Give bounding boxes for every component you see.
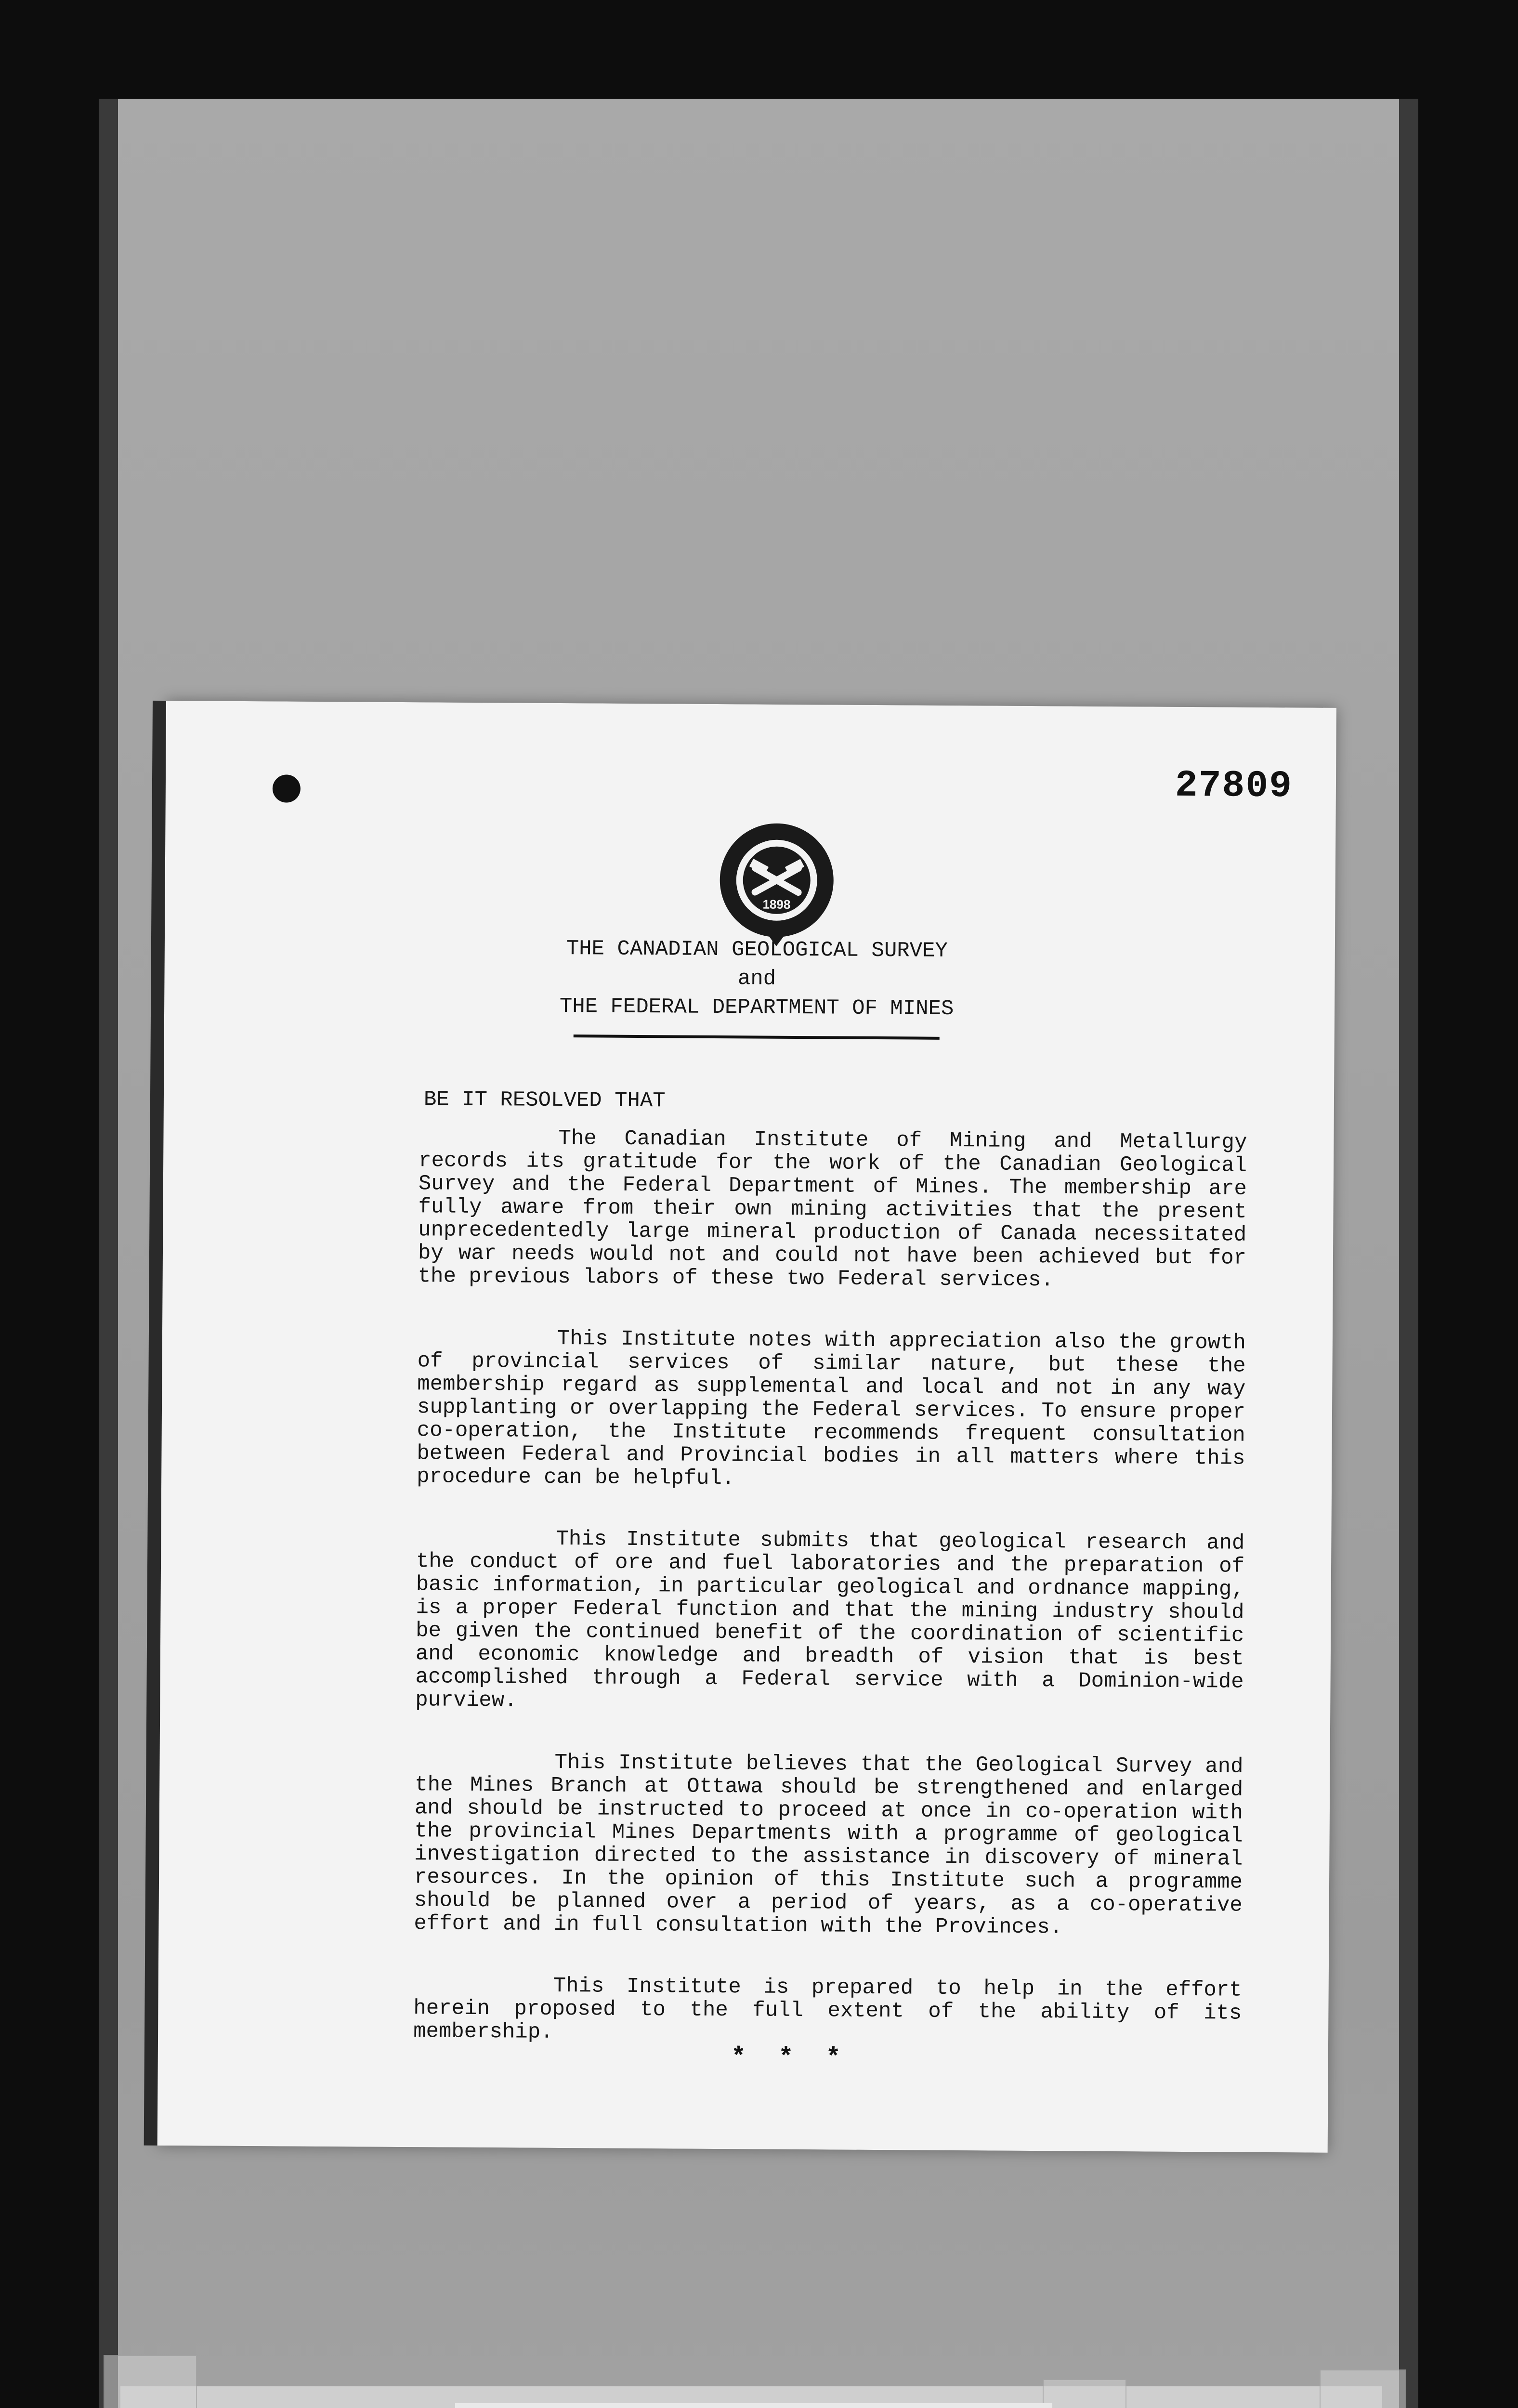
frame-edge-left: [99, 99, 118, 2408]
heading-rule: [574, 1034, 940, 1040]
document-heading: [395, 933, 1118, 1041]
paragraph-3: This Institute submits that geological research and the conduct of ore and fuel laboratories and the preparation of basic information, in particular geological and ordnance mapping, is a proper Federal function and that the mining industry should be given the continued benefit of the coordination of scientific and economic knowledge and breadth of vision that is best accomplished through a Federal service with a Dominion-wide purview.: [415, 1527, 1245, 1713]
heading-line-3: THE FEDERAL DEPARTMENT OF MINES: [559, 995, 954, 1021]
document-sheet: [157, 701, 1336, 2153]
paragraph-5: This Institute is prepared to help in the effort herein proposed to the full extent of the ability of its membership.: [413, 1974, 1242, 2044]
paragraph-1: The Canadian Institute of Mining and Metallurgy records its gratitude for the work of the Canadian Geological Survey and the Federal Department of Mines. The membership are fully aware from their own mining activities that the present unprecedentedly large mineral production of Canada necessitated by war needs would not and could not have been achieved but for the previous labors of these two Federal services.: [418, 1126, 1247, 1293]
seal-year: 1898: [762, 897, 791, 912]
frame-edge-right: [1399, 99, 1418, 2408]
institute-seal-icon: [716, 820, 838, 951]
collection-label: [455, 2403, 1052, 2408]
paragraph-4: This Institute believes that the Geological Survey and the Mines Branch at Ottawa should be strengthened and enlarged and should be instructed to proceed at once in co-operation with the provincial Mines Departments with a programme of geological investigation directed to the assistance in discovery of mineral resources. In the opinion of this Institute such a programme should be planned over a period of years, as a co-operative effort and in full consultation with the Provinces.: [414, 1750, 1243, 1940]
resolved-heading: BE IT RESOLVED THAT: [423, 1087, 666, 1113]
document-number: 27809: [1175, 764, 1293, 808]
tape-left: [104, 2355, 197, 2408]
resolution-body: [413, 1126, 1247, 2086]
punch-hole: [273, 774, 301, 802]
heading-line-2: and: [737, 967, 776, 991]
tape-right: [1320, 2369, 1406, 2408]
paragraph-2: This Institute notes with appreciation also the growth of provincial services of similar nature, but these the membership regard as supplemental and local and not in any way supplanting or overlapping the Federal services. To ensure proper co-operation, the Institute recommends frequent consultation between Federal and Provincial bodies in all matters where this procedure can be helpful.: [417, 1326, 1246, 1491]
heading-line-1: THE CANADIAN GEOLOGICAL SURVEY: [566, 937, 948, 963]
closing-asterisks: * * *: [731, 2043, 850, 2072]
tape-middle: [1043, 2379, 1126, 2408]
